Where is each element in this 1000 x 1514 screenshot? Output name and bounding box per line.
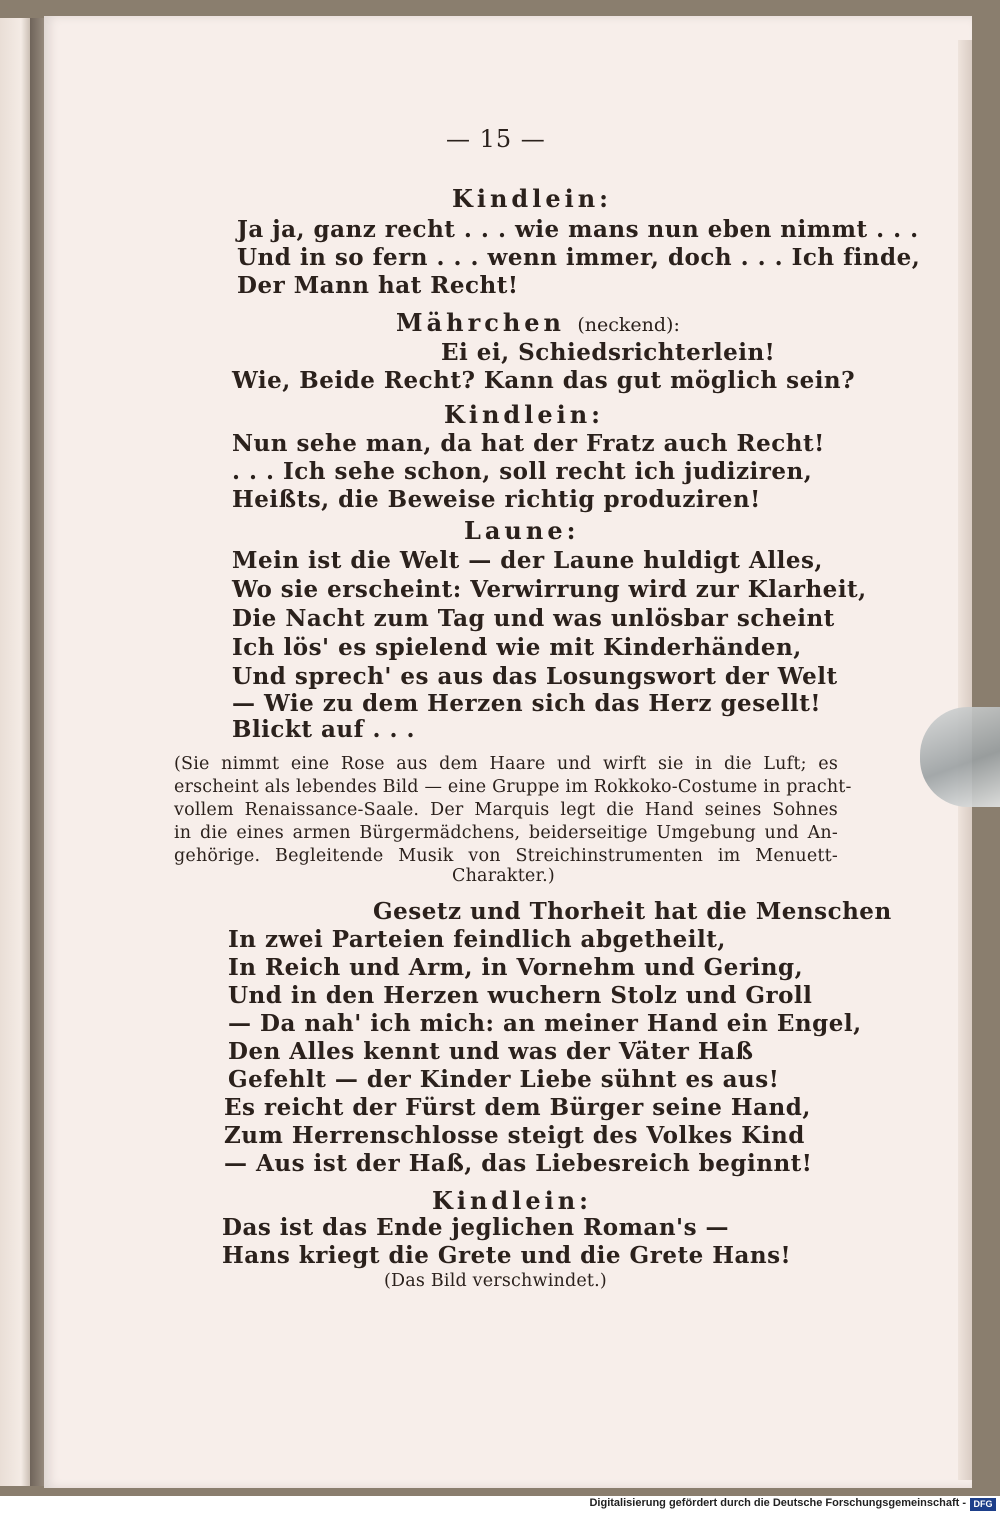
speaker-note: (neckend): <box>577 314 680 336</box>
verse-line: . . . Ich sehe schon, soll recht ich judiziren, <box>232 458 813 485</box>
verse-line: In zwei Parteien feindlich abgetheilt, <box>228 926 726 953</box>
verse-line: Ich lös' es spielend wie mit Kinderhänden, <box>232 634 802 661</box>
stage-direction-line: erscheint als lebendes Bild — eine Gruppe im Rokkoko-Costume in pracht- <box>174 777 852 797</box>
verse-line: Ei ei, Schiedsrichterlein! <box>441 339 776 366</box>
verse-line: In Reich und Arm, in Vornehm und Gering, <box>228 954 804 981</box>
verse-line: Nun sehe man, da hat der Fratz auch Recht! <box>232 430 825 457</box>
verse-line: Gesetz und Thorheit hat die Menschen <box>373 898 892 925</box>
speaker-name: Mährchen <box>396 308 565 337</box>
speaker-kindlein: Kindlein: <box>432 1186 593 1215</box>
verse-line: Wie, Beide Recht? Kann das gut möglich sein? <box>232 367 856 394</box>
speaker-laune: Laune: <box>464 516 580 545</box>
verse-line: — Wie zu dem Herzen sich das Herz gesellt! <box>232 690 821 717</box>
stage-direction-line: (Das Bild verschwindet.) <box>384 1271 607 1291</box>
speaker-kindlein: Kindlein: <box>452 184 613 213</box>
verse-line: — Da nah' ich mich: an meiner Hand ein Engel, <box>228 1010 862 1037</box>
stage-direction-line: Charakter.) <box>452 866 555 886</box>
verse-line: Wo sie erscheint: Verwirrung wird zur Klarheit, <box>232 576 867 603</box>
verse-line: Blickt auf . . . <box>232 716 416 743</box>
verse-line: Die Nacht zum Tag und was unlösbar scheint <box>232 605 835 632</box>
verse-line: Zum Herrenschlosse steigt des Volkes Kind <box>224 1122 805 1149</box>
dfg-logo: DFG <box>970 1498 996 1511</box>
verse-line: Gefehlt — der Kinder Liebe sühnt es aus! <box>228 1066 780 1093</box>
verse-line: — Aus ist der Haß, das Liebesreich beginnt! <box>224 1150 813 1177</box>
verse-line: Mein ist die Welt — der Laune huldigt Alles, <box>232 547 823 574</box>
footer-credit: Digitalisierung gefördert durch die Deutsche Forschungsgemeinschaft - <box>589 1497 966 1509</box>
verse-line: Der Mann hat Recht! <box>237 272 519 299</box>
stage-direction-line: in die eines armen Bürgermädchens, beiderseitige Umgebung und An- <box>174 823 838 843</box>
footer-bar <box>0 1496 1000 1514</box>
stage-direction-line: vollem Renaissance-Saale. Der Marquis legt die Hand seines Sohnes <box>174 800 838 820</box>
stage-direction-line: (Sie nimmt eine Rose aus dem Haare und wirft sie in die Luft; es <box>174 754 838 774</box>
verse-line: Es reicht der Fürst dem Bürger seine Hand, <box>224 1094 811 1121</box>
verse-line: Hans kriegt die Grete und die Grete Hans! <box>222 1242 792 1269</box>
stage-direction-line: gehörige. Begleitende Musik von Streichinstrumenten im Menuett- <box>174 846 838 866</box>
verse-line: Und in so fern . . . wenn immer, doch . . . Ich finde, <box>237 244 921 271</box>
verse-line: Heißts, die Beweise richtig produziren! <box>232 486 761 513</box>
verse-line: Den Alles kennt und was der Väter Haß <box>228 1038 754 1065</box>
verse-line: Und sprech' es aus das Losungswort der Welt <box>232 663 838 690</box>
verse-line: Und in den Herzen wuchern Stolz und Groll <box>228 982 813 1009</box>
speaker-kindlein: Kindlein: <box>444 400 605 429</box>
verse-line: Das ist das Ende jeglichen Roman's — <box>222 1214 730 1241</box>
verse-line: Ja ja, ganz recht . . . wie mans nun eben nimmt . . . <box>237 216 919 243</box>
speaker-maehrchen <box>396 308 680 337</box>
page-number: — 15 — <box>446 125 546 153</box>
